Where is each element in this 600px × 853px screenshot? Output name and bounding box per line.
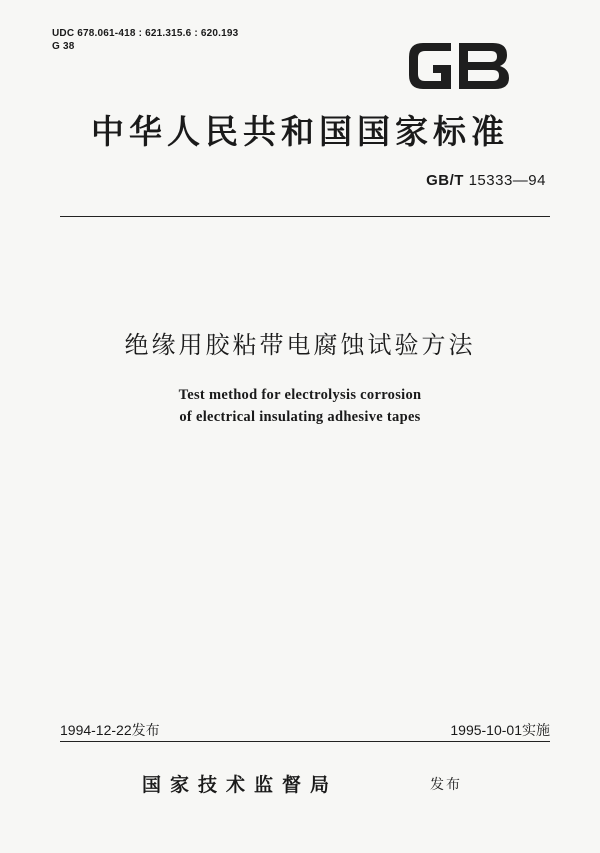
standard-code-number: 15333—94 bbox=[468, 172, 546, 189]
classification-block bbox=[52, 27, 238, 53]
ccs-code: G 38 bbox=[52, 41, 75, 52]
issue-date: 1994-12-22发布 bbox=[60, 722, 160, 738]
document-title-cn: 绝缘用胶粘带电腐蚀试验方法 bbox=[124, 331, 476, 359]
implementation-date: 1995-10-01实施 bbox=[450, 722, 550, 738]
document-title-en-line2: of electrical insulating adhesive tapes bbox=[179, 409, 421, 425]
bottom-divider bbox=[60, 741, 550, 742]
national-standard-title: 中华人民共和国国家标准 bbox=[91, 112, 509, 151]
document-title-en bbox=[0, 384, 600, 428]
standard-code-prefix: GB/T bbox=[426, 172, 464, 189]
top-divider bbox=[60, 216, 550, 217]
standard-code bbox=[426, 172, 546, 189]
issue-action: 发布 bbox=[430, 777, 462, 793]
issuing-authority: 国家技术监督局 bbox=[142, 774, 339, 796]
gb-logo-icon bbox=[405, 37, 513, 95]
udc-code: UDC 678.061-418 : 621.315.6 : 620.193 bbox=[52, 28, 239, 39]
document-title-en-line1: Test method for electrolysis corrosion bbox=[178, 387, 422, 403]
